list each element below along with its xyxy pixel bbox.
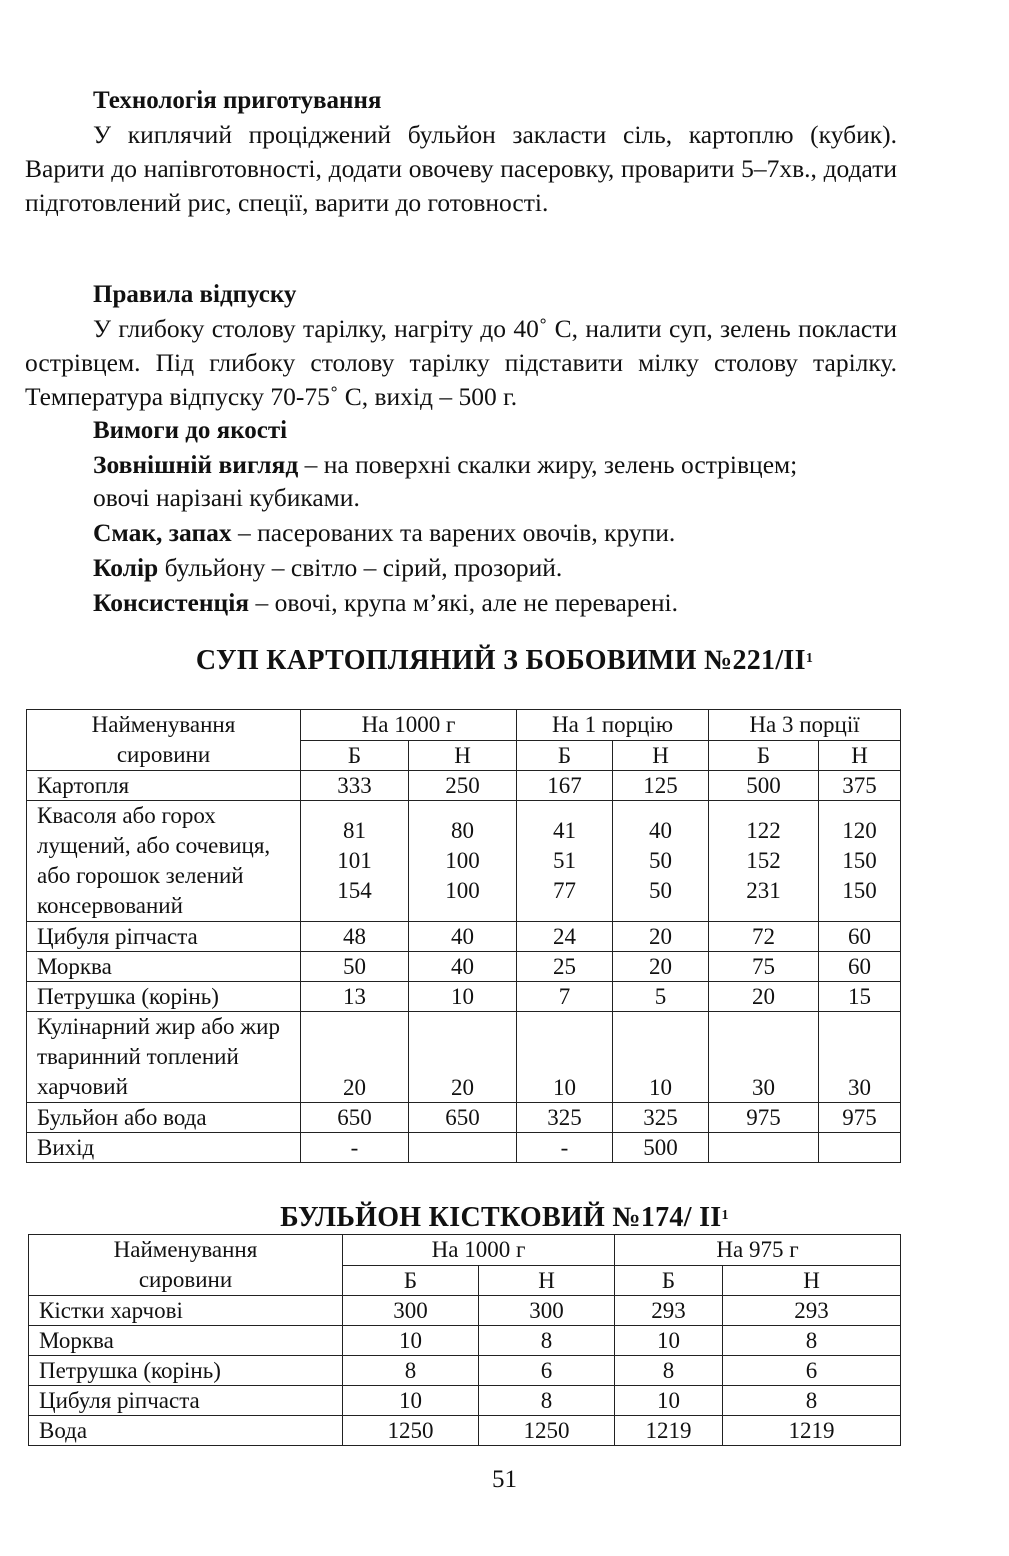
cell: 80 100 100 bbox=[409, 801, 517, 922]
cell: 30 bbox=[709, 1012, 819, 1103]
cell: 1219 bbox=[723, 1416, 901, 1446]
table2-title: БУЛЬЙОН КІСТКОВИЙ №174/ $ІІ^1$ bbox=[280, 1202, 729, 1233]
cell: 8 bbox=[343, 1356, 479, 1386]
cell: 325 bbox=[517, 1103, 613, 1133]
cell: 41 51 77 bbox=[517, 801, 613, 922]
cell: 500 bbox=[613, 1133, 709, 1163]
table2-group-975: На 975 г bbox=[615, 1235, 901, 1266]
table1-group-1000: На 1000 г bbox=[301, 710, 517, 741]
table-row bbox=[27, 1103, 901, 1133]
row-name: Вихід bbox=[27, 1133, 301, 1163]
cell: 375 bbox=[819, 771, 901, 801]
table2-group-1000: На 1000 г bbox=[343, 1235, 615, 1266]
cell: 20 bbox=[709, 982, 819, 1012]
row-name: Квасоля або горох лущений, або сочевиця, або горошок зелений консервований bbox=[27, 801, 301, 922]
serving-heading: Правила відпуску bbox=[93, 281, 297, 308]
technology-heading: Технологія приготування bbox=[93, 87, 382, 114]
cell: 333 bbox=[301, 771, 409, 801]
row-name: Вода bbox=[29, 1416, 343, 1446]
cell: 10 bbox=[615, 1386, 723, 1416]
row-name: Кулінарний жир або жир тваринний топлений харчовий bbox=[27, 1012, 301, 1103]
row-name: Бульйон або вода bbox=[27, 1103, 301, 1133]
table-row bbox=[29, 1326, 901, 1356]
table1-sub: Н bbox=[613, 740, 709, 771]
row-name: Петрушка (корінь) bbox=[29, 1356, 343, 1386]
cell: 60 bbox=[819, 922, 901, 952]
cell: 1250 bbox=[343, 1416, 479, 1446]
cell: 975 bbox=[709, 1103, 819, 1133]
cell: 40 bbox=[409, 922, 517, 952]
cell: 975 bbox=[819, 1103, 901, 1133]
table2-sub: Б bbox=[615, 1265, 723, 1296]
technology-text: У киплячий проціджений бульйон закласти сіль, картоплю (кубик). Варити до напівготовності, додати овочеву пасеровку, проварити 5–7хв., додати підготовлений рис, спеції, варити до готовності. bbox=[25, 120, 897, 217]
cell: 6 bbox=[479, 1356, 615, 1386]
cell: 325 bbox=[613, 1103, 709, 1133]
cell: 650 bbox=[301, 1103, 409, 1133]
cell: 40 bbox=[409, 952, 517, 982]
table2-header-name: Найменування сировини bbox=[29, 1235, 343, 1296]
cell: - bbox=[301, 1133, 409, 1163]
row-name: Морква bbox=[27, 952, 301, 982]
cell: 20 bbox=[613, 922, 709, 952]
table1-sub: Б bbox=[517, 740, 613, 771]
cell: 81 101 154 bbox=[301, 801, 409, 922]
table1-title: СУП КАРТОПЛЯНИЙ З БОБОВИМИ $№221/ІІ^1$ bbox=[195, 645, 814, 676]
table-row bbox=[27, 1133, 901, 1163]
cell: 60 bbox=[819, 952, 901, 982]
cell: 300 bbox=[343, 1296, 479, 1326]
quality-appearance: Зовнішній вигляд – на поверхні скалки жиру, зелень острівцем; bbox=[93, 450, 798, 479]
quality-color: Колір бульйону – світло – сірий, прозорий. bbox=[93, 553, 563, 582]
cell: 30 bbox=[819, 1012, 901, 1103]
cell: 13 bbox=[301, 982, 409, 1012]
table1 bbox=[26, 709, 901, 1163]
table1-sub: Н bbox=[819, 740, 901, 771]
cell: 10 bbox=[343, 1386, 479, 1416]
cell: 1250 bbox=[479, 1416, 615, 1446]
cell: 20 bbox=[409, 1012, 517, 1103]
table1-header-name: Найменування сировини bbox=[27, 710, 301, 771]
table2-sub: Н bbox=[723, 1265, 901, 1296]
cell: 20 bbox=[301, 1012, 409, 1103]
quality-consistency: Консистенція – овочі, крупа м’які, але не переварені. bbox=[93, 588, 678, 617]
cell: 8 bbox=[615, 1356, 723, 1386]
table-row bbox=[29, 1296, 901, 1326]
cell: 500 bbox=[709, 771, 819, 801]
cell: 8 bbox=[723, 1326, 901, 1356]
cell bbox=[409, 1133, 517, 1163]
table-row bbox=[27, 982, 901, 1012]
cell: 50 bbox=[301, 952, 409, 982]
cell bbox=[709, 1133, 819, 1163]
cell: 293 bbox=[615, 1296, 723, 1326]
cell bbox=[819, 1133, 901, 1163]
table-row bbox=[27, 952, 901, 982]
cell: 7 bbox=[517, 982, 613, 1012]
table2-sub: Н bbox=[479, 1265, 615, 1296]
cell: 10 bbox=[613, 1012, 709, 1103]
cell: 15 bbox=[819, 982, 901, 1012]
cell: 300 bbox=[479, 1296, 615, 1326]
cell: 293 bbox=[723, 1296, 901, 1326]
quality-taste: Смак, запах – пасерованих та варених овочів, крупи. bbox=[93, 518, 676, 547]
cell: 40 50 50 bbox=[613, 801, 709, 922]
quality-appearance-cont: овочі нарізані кубиками. bbox=[93, 483, 360, 512]
cell: 650 bbox=[409, 1103, 517, 1133]
row-name: Кістки харчові bbox=[29, 1296, 343, 1326]
cell: 10 bbox=[343, 1326, 479, 1356]
cell: 10 bbox=[615, 1326, 723, 1356]
row-name: Картопля bbox=[27, 771, 301, 801]
cell: 250 bbox=[409, 771, 517, 801]
cell: 5 bbox=[613, 982, 709, 1012]
cell: 8 bbox=[723, 1386, 901, 1416]
table2-sub: Б bbox=[343, 1265, 479, 1296]
table1-sub: Б bbox=[709, 740, 819, 771]
cell: 167 bbox=[517, 771, 613, 801]
cell: 122 152 231 bbox=[709, 801, 819, 922]
cell: 125 bbox=[613, 771, 709, 801]
cell: 75 bbox=[709, 952, 819, 982]
table1-group-1portion: На 1 порцію bbox=[517, 710, 709, 741]
table-row bbox=[27, 771, 901, 801]
cell: - bbox=[517, 1133, 613, 1163]
cell: 48 bbox=[301, 922, 409, 952]
table-row bbox=[27, 922, 901, 952]
row-name: Цибуля ріпчаста bbox=[27, 922, 301, 952]
row-name: Цибуля ріпчаста bbox=[29, 1386, 343, 1416]
cell: 20 bbox=[613, 952, 709, 982]
table1-sub: Н bbox=[409, 740, 517, 771]
table-row bbox=[27, 1012, 901, 1103]
cell: 120 150 150 bbox=[819, 801, 901, 922]
cell: 25 bbox=[517, 952, 613, 982]
cell: 10 bbox=[409, 982, 517, 1012]
table-row bbox=[29, 1416, 901, 1446]
cell: 24 bbox=[517, 922, 613, 952]
table1-group-3portions: На 3 порції bbox=[709, 710, 901, 741]
page-number: 51 bbox=[492, 1466, 517, 1493]
quality-heading: Вимоги до якості bbox=[93, 417, 288, 444]
serving-text: У глибоку столову тарілку, нагріту до 40˚ С, налити суп, зелень покласти острівцем. Під глибоку столову тарілку підставити мілку столову тарілку. Температура відпуску 70-75˚ С, вихід – 500 г. bbox=[25, 314, 897, 411]
cell: 8 bbox=[479, 1386, 615, 1416]
table1-sub: Б bbox=[301, 740, 409, 771]
table2 bbox=[28, 1234, 901, 1446]
table-row bbox=[29, 1386, 901, 1416]
cell: 72 bbox=[709, 922, 819, 952]
cell: 1219 bbox=[615, 1416, 723, 1446]
row-name: Петрушка (корінь) bbox=[27, 982, 301, 1012]
table-row bbox=[27, 801, 901, 922]
row-name: Морква bbox=[29, 1326, 343, 1356]
cell: 8 bbox=[479, 1326, 615, 1356]
table-row bbox=[29, 1356, 901, 1386]
cell: 6 bbox=[723, 1356, 901, 1386]
cell: 10 bbox=[517, 1012, 613, 1103]
